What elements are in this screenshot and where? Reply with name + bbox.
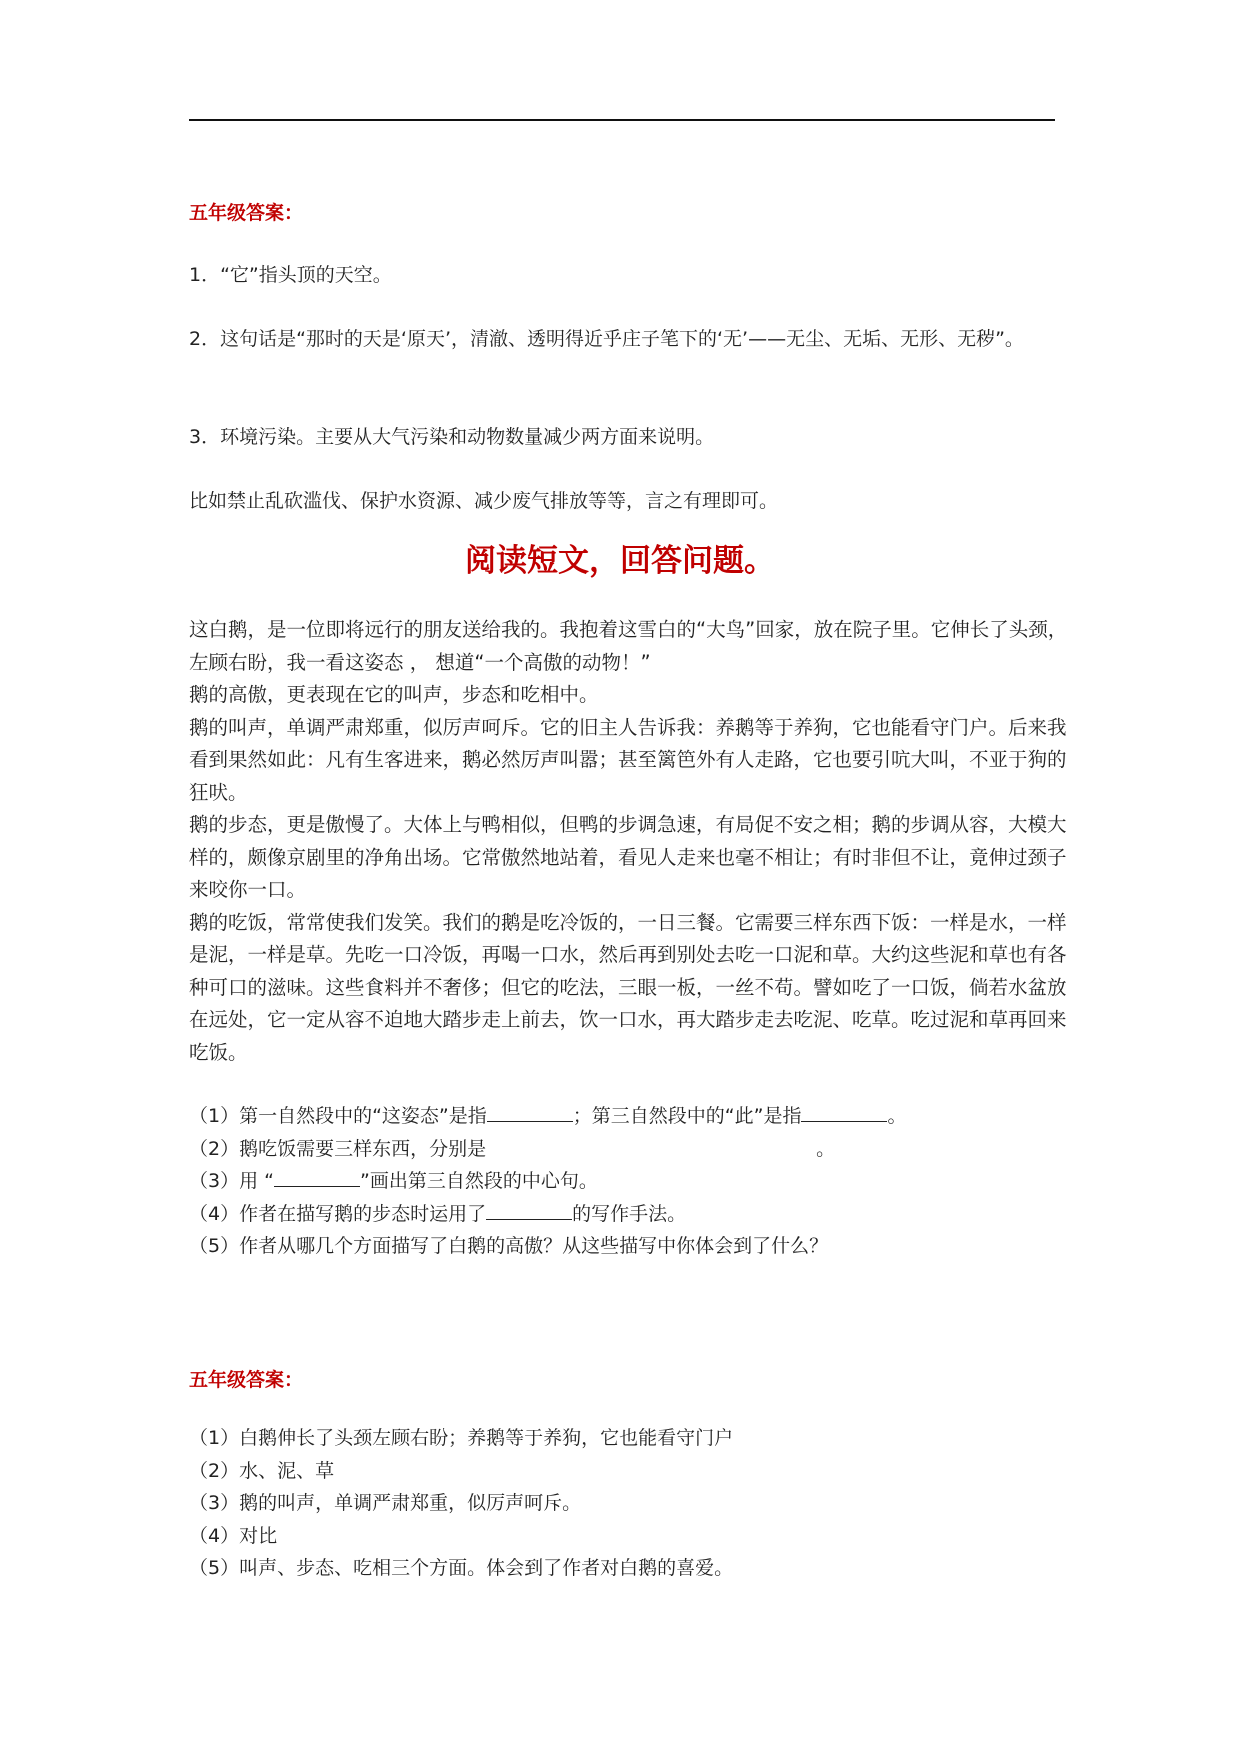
answer-blank[interactable] xyxy=(486,1201,572,1220)
answer-heading-1: 五年级答案： xyxy=(189,202,304,224)
reading-title: 阅读短文，回答问题。 xyxy=(465,543,775,579)
question-2-text-b: 。 xyxy=(816,1137,836,1160)
answer-1-item-1: 1．“它”指头顶的天空。 xyxy=(189,264,392,286)
answer-heading-2: 五年级答案： xyxy=(189,1369,304,1391)
question-3-text-b: ”画出第三自然段的中心句。 xyxy=(359,1170,598,1192)
question-4-text-b: 的写作手法。 xyxy=(572,1202,687,1225)
question-1 xyxy=(189,1100,1069,1133)
question-2-text-a: （2）鹅吃饭需要三样东西，分别是 xyxy=(189,1137,487,1160)
answer-list-2 xyxy=(189,1422,1069,1585)
answer-1-item-4: 比如禁止乱砍滥伐、保护水资源、减少废气排放等等，言之有理即可。 xyxy=(189,490,779,512)
passage xyxy=(189,614,1069,1069)
question-5: （5）作者从哪几个方面描写了白鹅的高傲？从这些描写中你体会到了什么？ xyxy=(189,1235,829,1257)
answer-2-item-4: （4）对比 xyxy=(189,1524,278,1547)
question-4-text-a: （4）作者在描写鹅的步态时运用了 xyxy=(189,1202,487,1225)
answer-2-item-1: （1）白鹅伸长了头颈左顾右盼；养鹅等于养狗，它也能看守门户 xyxy=(189,1427,734,1449)
question-3 xyxy=(189,1165,1069,1198)
question-2 xyxy=(189,1133,1069,1166)
passage-paragraph-3: 鹅的叫声，单调严肃郑重，似厉声呵斥。它的旧主人告诉我：养鹅等于养狗，它也能看守门户。后来我看到果然如此：凡有生客进来，鹅必然厉声叫嚣；甚至篱笆外有人走路，它也要引吭大叫，不亚于狗的狂吠。 xyxy=(189,715,1067,804)
passage-paragraph-5: 鹅的吃饭，常常使我们发笑。我们的鹅是吃冷饭的，一日三餐。它需要三样东西下饭：一样是水，一样是泥，一样是草。先吃一口冷饭，再喝一口水，然后再到别处去吃一口泥和草。大约这些泥和草也有各种可口的滋味。这些食料并不奢侈；但它的吃法，三眼一板，一丝不苟。譬如吃了一口饭，倘若水盆放在远处，它一定从容不迫地大踏步走上前去，饮一口水，再大踏步走去吃泥、吃草。吃过泥和草再回来吃饭。 xyxy=(189,910,1067,1064)
answer-2-item-3: （3）鹅的叫声，单调严肃郑重，似厉声呵斥。 xyxy=(189,1492,582,1514)
answer-2-item-5: （5）叫声、步态、吃相三个方面。体会到了作者对白鹅的喜爱。 xyxy=(189,1557,734,1579)
question-list xyxy=(189,1100,1069,1263)
answer-1-item-3: 3．环境污染。主要从大气污染和动物数量减少两方面来说明。 xyxy=(189,426,715,448)
passage-paragraph-4: 鹅的步态，更是傲慢了。大体上与鸭相似，但鸭的步调急速，有局促不安之相；鹅的步调从容，大模大样的，颇像京剧里的净角出场。它常傲然地站着，看见人走来也毫不相让；有时非但不让，竟伸过颈子来咬你一口。 xyxy=(189,813,1067,901)
question-1-text-c: 。 xyxy=(887,1105,907,1127)
passage-paragraph-1: 这白鹅，是一位即将远行的朋友送给我的。我抱着这雪白的“大鸟”回家，放在院子里。它伸长了头颈，左顾右盼，我一看这姿态 ， 想道“一个高傲的动物！” xyxy=(189,618,1068,674)
question-1-text-b: ；第三自然段中的“此”是指 xyxy=(572,1105,802,1127)
question-1-text-a: （1）第一自然段中的“这姿态”是指 xyxy=(189,1105,487,1127)
question-3-text-a: （3）用 “ xyxy=(189,1170,274,1192)
passage-paragraph-2: 鹅的高傲，更表现在它的叫声，步态和吃相中。 xyxy=(189,683,599,706)
answer-2-item-2: （2）水、泥、草 xyxy=(189,1459,335,1482)
answer-blank[interactable] xyxy=(801,1103,887,1122)
answer-blank xyxy=(274,1168,360,1187)
header-rule xyxy=(189,119,1055,121)
answer-blank[interactable] xyxy=(487,1103,573,1122)
question-4 xyxy=(189,1198,1069,1231)
answer-1-item-2: 2．这句话是“那时的天是‘原天’，清澈、透明得近乎庄子笔下的‘无’——无尘、无垢、无形、无秽”。 xyxy=(189,328,1024,350)
